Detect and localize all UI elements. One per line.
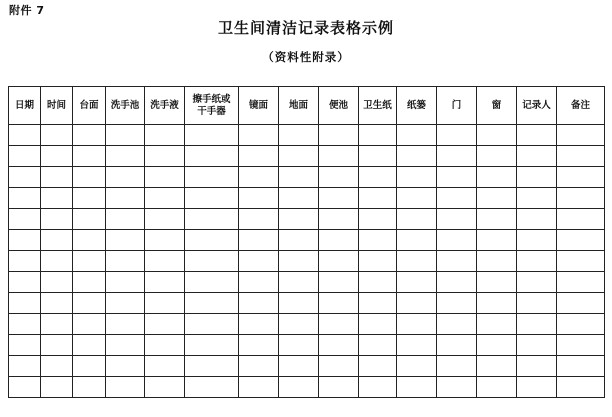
table-cell xyxy=(437,356,477,377)
table-cell xyxy=(397,125,437,146)
table-cell xyxy=(185,251,239,272)
table-cell xyxy=(41,188,73,209)
table-cell xyxy=(437,188,477,209)
table-cell xyxy=(145,335,185,356)
table-cell xyxy=(437,146,477,167)
table-cell xyxy=(106,125,145,146)
table-cell xyxy=(359,356,397,377)
table-cell xyxy=(477,146,517,167)
table-cell xyxy=(397,209,437,230)
table-cell xyxy=(73,335,106,356)
table-cell xyxy=(319,125,359,146)
column-header-remarks: 备注 xyxy=(557,87,605,125)
document-title: 卫生间清洁记录表格示例 xyxy=(217,19,394,37)
table-cell xyxy=(557,272,605,293)
table-cell xyxy=(557,167,605,188)
table-row xyxy=(9,293,605,314)
table-row xyxy=(9,251,605,272)
table-cell xyxy=(477,293,517,314)
table-cell xyxy=(319,356,359,377)
table-cell xyxy=(517,125,557,146)
table-row xyxy=(9,377,605,398)
table-cell xyxy=(437,314,477,335)
table-cell xyxy=(239,251,279,272)
table-cell xyxy=(359,272,397,293)
document-subtitle: （资料性附录） xyxy=(262,50,350,64)
table-cell xyxy=(477,188,517,209)
column-header-toilet: 便池 xyxy=(319,87,359,125)
table-cell xyxy=(239,314,279,335)
table-cell xyxy=(517,167,557,188)
table-cell xyxy=(359,230,397,251)
table-row xyxy=(9,146,605,167)
table-cell xyxy=(185,146,239,167)
table-cell xyxy=(279,167,319,188)
table-cell xyxy=(437,377,477,398)
table-cell xyxy=(239,272,279,293)
table-cell xyxy=(397,335,437,356)
table-cell xyxy=(106,146,145,167)
table-cell xyxy=(185,272,239,293)
table-cell xyxy=(557,314,605,335)
table-cell xyxy=(557,335,605,356)
table-cell xyxy=(73,209,106,230)
table-cell xyxy=(279,188,319,209)
table-cell xyxy=(73,167,106,188)
table-cell xyxy=(239,167,279,188)
table-cell xyxy=(557,293,605,314)
table-cell xyxy=(185,356,239,377)
table-cell xyxy=(319,146,359,167)
table-cell xyxy=(185,188,239,209)
table-cell xyxy=(437,125,477,146)
table-cell xyxy=(359,125,397,146)
column-header-time: 时间 xyxy=(41,87,73,125)
table-cell xyxy=(106,230,145,251)
table-cell xyxy=(319,188,359,209)
table-cell xyxy=(517,188,557,209)
table-cell xyxy=(557,377,605,398)
table-cell xyxy=(397,251,437,272)
table-cell xyxy=(106,377,145,398)
table-cell xyxy=(145,230,185,251)
table-cell xyxy=(557,188,605,209)
table-cell xyxy=(477,167,517,188)
table-cell xyxy=(9,377,41,398)
table-cell xyxy=(145,146,185,167)
column-header-mirror: 镜面 xyxy=(239,87,279,125)
table-cell xyxy=(359,188,397,209)
column-header-counter: 台面 xyxy=(73,87,106,125)
table-cell xyxy=(437,293,477,314)
table-cell xyxy=(477,356,517,377)
table-cell xyxy=(73,314,106,335)
table-cell xyxy=(145,356,185,377)
table-cell xyxy=(437,335,477,356)
table-cell xyxy=(477,314,517,335)
table-cell xyxy=(106,209,145,230)
table-cell xyxy=(437,272,477,293)
table-cell xyxy=(41,209,73,230)
table-cell xyxy=(477,230,517,251)
table-cell xyxy=(239,356,279,377)
table-cell xyxy=(9,167,41,188)
table-cell xyxy=(106,251,145,272)
table-cell xyxy=(279,251,319,272)
table-cell xyxy=(185,209,239,230)
table-cell xyxy=(73,377,106,398)
table-row xyxy=(9,356,605,377)
table-cell xyxy=(437,251,477,272)
column-header-washbasin: 洗手池 xyxy=(106,87,145,125)
table-cell xyxy=(73,230,106,251)
table-row xyxy=(9,125,605,146)
table-row xyxy=(9,272,605,293)
table-cell xyxy=(319,377,359,398)
table-cell xyxy=(106,335,145,356)
column-header-toilet-paper: 卫生纸 xyxy=(359,87,397,125)
table-cell xyxy=(359,377,397,398)
table-cell xyxy=(477,209,517,230)
table-cell xyxy=(557,146,605,167)
table-cell xyxy=(477,125,517,146)
table-cell xyxy=(437,230,477,251)
table-cell xyxy=(9,125,41,146)
table-cell xyxy=(185,335,239,356)
table-cell xyxy=(41,314,73,335)
table-cell xyxy=(145,251,185,272)
column-header-paper-towel-or-dryer: 擦手纸或 干手器 xyxy=(185,87,239,125)
table-cell xyxy=(106,314,145,335)
attachment-label: 附件 7 xyxy=(9,4,45,17)
table-cell xyxy=(41,230,73,251)
table-cell xyxy=(106,293,145,314)
table-cell xyxy=(145,125,185,146)
table-row xyxy=(9,188,605,209)
table-cell xyxy=(319,230,359,251)
table-cell xyxy=(9,314,41,335)
table-cell xyxy=(319,209,359,230)
table-cell xyxy=(9,146,41,167)
table-cell xyxy=(239,377,279,398)
table-row xyxy=(9,335,605,356)
table-cell xyxy=(279,209,319,230)
table-cell xyxy=(145,188,185,209)
table-cell xyxy=(106,272,145,293)
table-cell xyxy=(279,293,319,314)
table-cell xyxy=(397,377,437,398)
cleaning-record-table xyxy=(8,86,605,398)
table-cell xyxy=(9,356,41,377)
table-cell xyxy=(41,125,73,146)
table-cell xyxy=(319,335,359,356)
table-cell xyxy=(517,377,557,398)
table-cell xyxy=(359,167,397,188)
table-cell xyxy=(239,125,279,146)
table-cell xyxy=(477,335,517,356)
table-cell xyxy=(145,167,185,188)
table-cell xyxy=(279,314,319,335)
table-cell xyxy=(557,251,605,272)
table-cell xyxy=(239,209,279,230)
table-row xyxy=(9,209,605,230)
table-cell xyxy=(9,230,41,251)
table-cell xyxy=(106,356,145,377)
table-cell xyxy=(359,251,397,272)
table-cell xyxy=(185,167,239,188)
table-cell xyxy=(437,167,477,188)
table-cell xyxy=(41,272,73,293)
table-cell xyxy=(397,167,437,188)
column-header-date: 日期 xyxy=(9,87,41,125)
table-cell xyxy=(41,293,73,314)
table-cell xyxy=(517,356,557,377)
table-cell xyxy=(185,230,239,251)
table-cell xyxy=(185,125,239,146)
column-header-floor: 地面 xyxy=(279,87,319,125)
column-header-hand-soap: 洗手液 xyxy=(145,87,185,125)
table-cell xyxy=(41,251,73,272)
table-cell xyxy=(359,335,397,356)
table-cell xyxy=(319,314,359,335)
table-cell xyxy=(239,146,279,167)
table-cell xyxy=(279,356,319,377)
table-cell xyxy=(517,293,557,314)
table-cell xyxy=(279,230,319,251)
table-cell xyxy=(517,272,557,293)
table-cell xyxy=(517,314,557,335)
table-cell xyxy=(477,272,517,293)
table-cell xyxy=(9,188,41,209)
table-cell xyxy=(106,188,145,209)
table-cell xyxy=(9,272,41,293)
table-cell xyxy=(106,167,145,188)
table-cell xyxy=(185,293,239,314)
table-cell xyxy=(517,251,557,272)
table-cell xyxy=(279,146,319,167)
table-cell xyxy=(41,146,73,167)
table-cell xyxy=(437,209,477,230)
table-cell xyxy=(145,314,185,335)
table-cell xyxy=(557,356,605,377)
table-cell xyxy=(279,125,319,146)
table-cell xyxy=(319,251,359,272)
table-cell xyxy=(41,335,73,356)
table-cell xyxy=(73,146,106,167)
table-row xyxy=(9,167,605,188)
table-cell xyxy=(397,230,437,251)
table-cell xyxy=(397,272,437,293)
table-cell xyxy=(557,230,605,251)
table-cell xyxy=(397,188,437,209)
table-cell xyxy=(517,146,557,167)
table-cell xyxy=(359,293,397,314)
table-cell xyxy=(73,125,106,146)
table-cell xyxy=(359,314,397,335)
column-header-window: 窗 xyxy=(477,87,517,125)
table-cell xyxy=(557,209,605,230)
table-cell xyxy=(73,251,106,272)
table-cell xyxy=(185,314,239,335)
table-cell xyxy=(145,272,185,293)
table-cell xyxy=(517,209,557,230)
column-header-recorder: 记录人 xyxy=(517,87,557,125)
table-cell xyxy=(239,335,279,356)
table-cell xyxy=(185,377,239,398)
table-cell xyxy=(9,293,41,314)
table-cell xyxy=(239,293,279,314)
table-cell xyxy=(73,188,106,209)
table-cell xyxy=(397,293,437,314)
table-cell xyxy=(9,251,41,272)
table-cell xyxy=(279,272,319,293)
table-row xyxy=(9,230,605,251)
table-cell xyxy=(9,209,41,230)
table-cell xyxy=(477,377,517,398)
table-cell xyxy=(477,251,517,272)
table-cell xyxy=(517,335,557,356)
table-cell xyxy=(145,209,185,230)
table-cell xyxy=(279,377,319,398)
table-cell xyxy=(397,314,437,335)
table-cell xyxy=(73,293,106,314)
table-cell xyxy=(145,293,185,314)
record-table-body xyxy=(9,125,605,398)
column-header-wastebasket: 纸篓 xyxy=(397,87,437,125)
table-cell xyxy=(239,188,279,209)
table-cell xyxy=(397,356,437,377)
table-cell xyxy=(397,146,437,167)
table-cell xyxy=(359,209,397,230)
table-row xyxy=(9,314,605,335)
column-header-door: 门 xyxy=(437,87,477,125)
table-cell xyxy=(41,167,73,188)
table-cell xyxy=(41,356,73,377)
table-cell xyxy=(9,335,41,356)
table-cell xyxy=(73,272,106,293)
table-cell xyxy=(73,356,106,377)
table-cell xyxy=(319,272,359,293)
table-cell xyxy=(279,335,319,356)
table-cell xyxy=(239,230,279,251)
table-cell xyxy=(145,377,185,398)
table-cell xyxy=(41,377,73,398)
table-cell xyxy=(557,125,605,146)
table-cell xyxy=(517,230,557,251)
table-cell xyxy=(319,167,359,188)
table-cell xyxy=(359,146,397,167)
table-cell xyxy=(319,293,359,314)
table-header-row xyxy=(9,87,605,125)
